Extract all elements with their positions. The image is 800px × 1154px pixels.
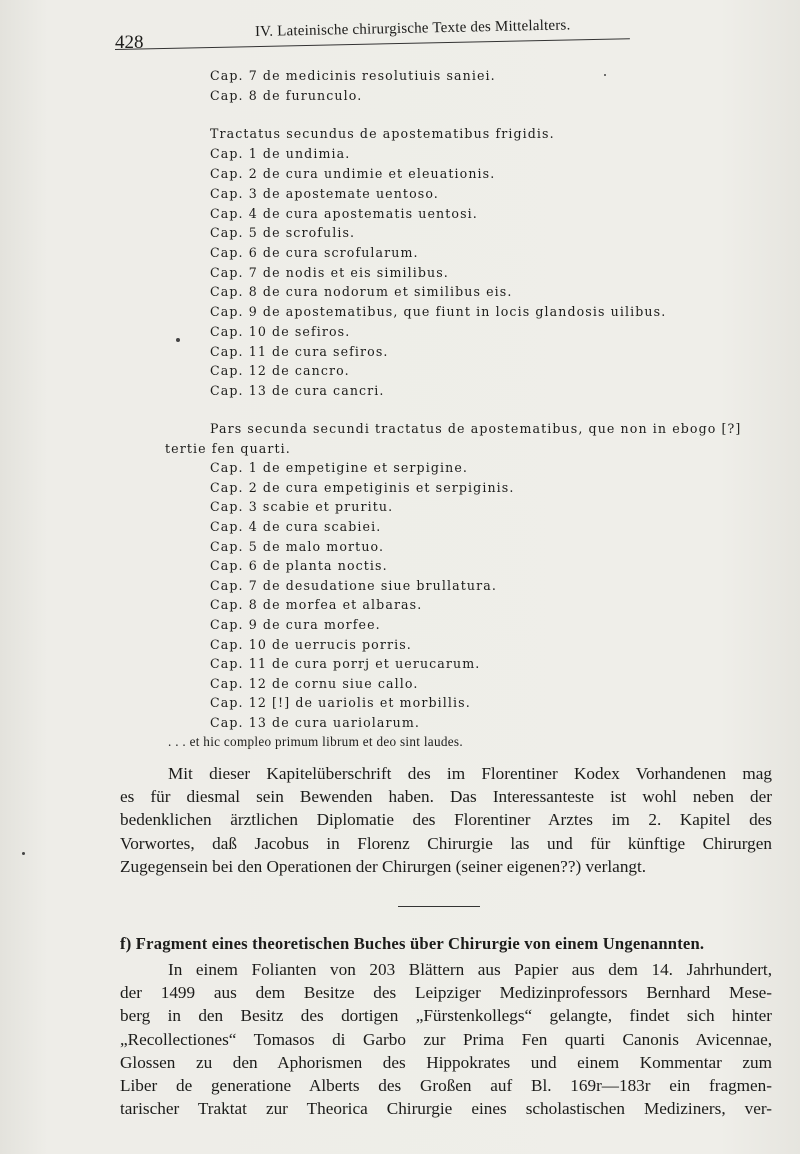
text-line: Liber de generatione Alberts des Großen auf Bl. 169r—183r ein fragmen-: [120, 1076, 772, 1096]
toc-line: Cap. 9 de apostematibus, que fiunt in locis glandosis uilibus.: [210, 304, 667, 319]
toc-line: Cap. 13 de cura uariolarum.: [210, 715, 421, 730]
section-heading: f) Fragment eines theoretischen Buches über Chirurgie von einem Ungenannten.: [120, 934, 705, 953]
toc-line: Cap. 5 de scrofulis.: [210, 225, 356, 240]
body-paragraph-2: [120, 958, 772, 1120]
toc-line: Cap. 7 de nodis et eis similibus.: [210, 265, 449, 280]
toc-line: Cap. 4 de cura apostematis uentosi.: [210, 206, 478, 221]
toc-line: Cap. 6 de planta noctis.: [210, 558, 388, 573]
text-line: Zugegensein bei den Operationen der Chirurgen (seiner eigenen??) verlangt.: [120, 856, 647, 876]
toc-line: Cap. 5 de malo mortuo.: [210, 539, 385, 554]
toc-line: Cap. 13 de cura cancri.: [210, 383, 385, 398]
toc-line: Cap. 8 de cura nodorum et similibus eis.: [210, 284, 513, 299]
scan-speck: [604, 74, 606, 76]
body-paragraph-1: [120, 762, 772, 878]
toc-line: Cap. 8 de furunculo.: [210, 88, 363, 103]
text-line: In einem Folianten von 203 Blättern aus Papier aus dem 14. Jahrhundert,: [168, 960, 772, 979]
text-line: Glossen zu den Aphorismen des Hippokrates und einem Kommentar zum: [120, 1052, 772, 1072]
toc-line: Cap. 8 de morfea et albaras.: [210, 597, 423, 612]
toc-line: Cap. 2 de cura undimie et eleuationis.: [210, 166, 496, 181]
toc-line: Cap. 7 de medicinis resolutiuis saniei.: [210, 68, 496, 83]
toc-part-heading: Pars secunda secundi tractatus de apostematibus, que non in ebogo [?]: [210, 421, 742, 436]
toc-line: Cap. 12 de cancro.: [210, 363, 350, 378]
toc-line: Cap. 1 de empetigine et serpigine.: [210, 460, 468, 475]
toc-line: Cap. 1 de undimia.: [210, 146, 351, 161]
text-line: tarischer Traktat zur Theorica Chirurgie eines scholastischen Mediziners, ver-: [120, 1099, 772, 1119]
text-line: bedenklichen ärztlichen Diplomatie des Florentiner Arztes im 2. Kapitel des: [120, 810, 772, 830]
section-divider: [398, 906, 480, 907]
toc-line: Cap. 11 de cura porrj et uerucarum.: [210, 656, 481, 671]
running-title: IV. Lateinische chirurgische Texte des Mittelalters.: [254, 17, 571, 40]
page-header: [115, 17, 635, 53]
toc-line: Cap. 12 [!] de uariolis et morbillis.: [210, 695, 471, 710]
text-line: es für diesmal sein Bewenden haben. Das Interessanteste ist wohl neben der: [120, 787, 772, 807]
toc-line: Cap. 6 de cura scrofularum.: [210, 245, 419, 260]
toc-line: Cap. 4 de cura scabiei.: [210, 519, 382, 534]
text-line: der 1499 aus dem Besitze des Leipziger Medizinprofessors Bernhard Mese-: [120, 983, 772, 1003]
toc-line: Cap. 3 scabie et pruritu.: [210, 499, 394, 514]
toc-line: Tractatus secundus de apostematibus frigidis.: [210, 126, 555, 141]
toc-part-heading-cont: tertie fen quarti.: [165, 441, 291, 456]
toc-line: Cap. 3 de apostemate uentoso.: [210, 186, 439, 201]
header-rule: [115, 38, 630, 50]
toc-line: Cap. 9 de cura morfee.: [210, 617, 381, 632]
toc-line: Cap. 12 de cornu siue callo.: [210, 676, 419, 691]
toc-line: Cap. 10 de sefiros.: [210, 324, 351, 339]
toc-line: Cap. 10 de uerrucis porris.: [210, 637, 412, 652]
text-line: berg in den Besitz des dortigen „Fürstenkollegs“ gelangte, findet sich hinter: [120, 1006, 772, 1026]
scan-speck: [176, 338, 180, 342]
text-line: „Recollectiones“ Tomasos di Garbo zur Prima Fen quarti Canonis Avicennae,: [120, 1029, 772, 1049]
page-number: 428: [115, 32, 144, 53]
scan-speck: [22, 852, 25, 855]
toc-line: Cap. 11 de cura sefiros.: [210, 344, 389, 359]
toc-line: Cap. 2 de cura empetiginis et serpiginis.: [210, 480, 515, 495]
toc-line: Cap. 7 de desudatione siue brullatura.: [210, 578, 497, 593]
closing-line: . . . et hic compleo primum librum et deo sint laudes.: [168, 734, 463, 749]
text-line: Vorwortes, daß Jacobus in Florenz Chirurgie las und für künftige Chirurgen: [120, 833, 772, 853]
text-line: Mit dieser Kapitelüberschrift des im Florentiner Kodex Vorhandenen mag: [168, 764, 772, 783]
